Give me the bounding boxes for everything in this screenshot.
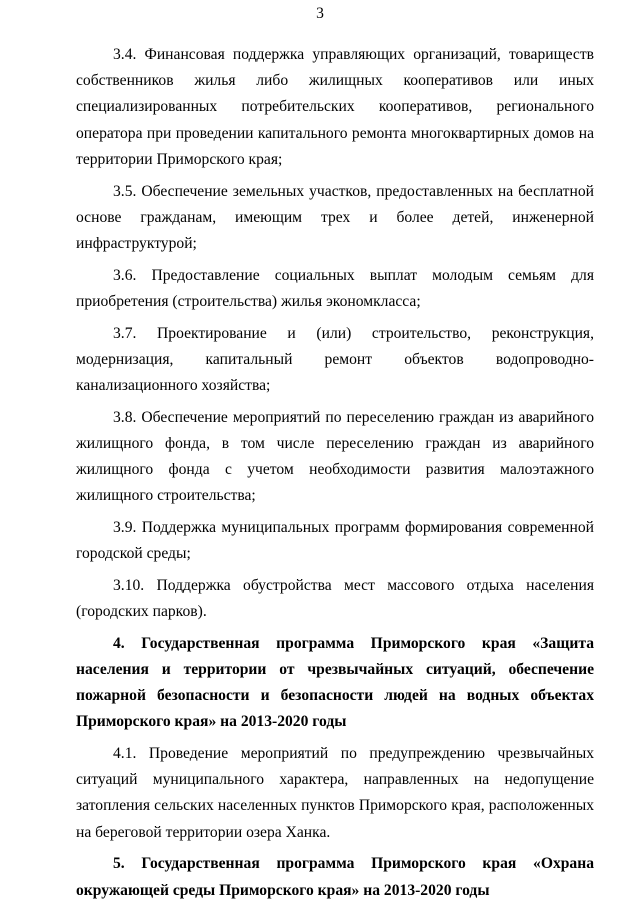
paragraph-3-8: 3.8. Обеспечение мероприятий по переселению граждан из аварийного жилищного фонда, в том числе переселению граждан из аварийного жилищного фонда с учетом необходимости развития малоэтажного жилищного строительства; — [76, 408, 594, 505]
section-heading-5: 5. Государственная программа Приморского края «Охрана окружающей среды Приморского края» на 2013-2020 годы — [76, 855, 594, 899]
paragraph-3-9: 3.9. Поддержка муниципальных программ формирования современной городской среды; — [76, 518, 594, 563]
paragraph-3-7: 3.7. Проектирование и (или) строительство, реконструкция, модернизация, капитальный ремонт объектов водопроводно-канализационного хозяйства; — [76, 324, 594, 394]
paragraph-3-10: 3.10. Поддержка обустройства мест массового отдыха населения (городских парков). — [76, 576, 594, 621]
section-heading-4: 4. Государственная программа Приморского края «Защита населения и территории от чрезвычайных ситуаций, обеспечение пожарной безопасности и безопасности людей на водных объектах Приморского края» на 2013-2020 годы — [76, 634, 594, 731]
paragraph-3-5: 3.5. Обеспечение земельных участков, предоставленных на бесплатной основе гражданам, имеющим трех и более детей, инженерной инфраструктурой; — [76, 182, 594, 252]
paragraph-4-1: 4.1. Проведение мероприятий по предупреждению чрезвычайных ситуаций муниципального характера, направленных на недопущение затопления сельских населенных пунктов Приморского края, расположенных на береговой территории озера Ханка. — [76, 745, 594, 841]
page-number: 3 — [316, 5, 324, 22]
paragraph-3-4: 3.4. Финансовая поддержка управляющих организаций, товариществ собственников жилья либо жилищных кооперативов или иных специализированных потребительских кооперативов, регионального оператора при проведении капитального ремонта многоквартирных домов на территории Приморского края; — [76, 46, 594, 168]
document-body — [76, 42, 594, 909]
paragraph-3-6: 3.6. Предоставление социальных выплат молодым семьям для приобретения (строительства) жилья экономкласса; — [76, 266, 594, 310]
